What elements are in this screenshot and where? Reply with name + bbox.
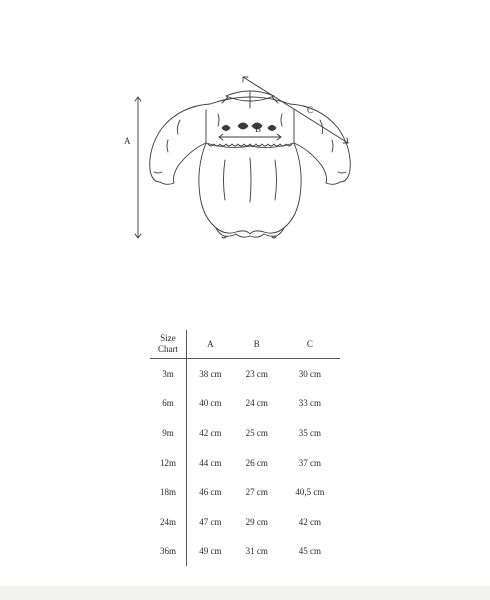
cell-c: 30 cm: [298, 368, 322, 379]
row-size-label: 12m: [150, 448, 187, 478]
cell-b: 26 cm: [245, 457, 268, 468]
footer-strip: [0, 586, 490, 600]
size-chart-table: [150, 330, 340, 566]
dimension-label-a: A: [124, 136, 131, 146]
dimension-label-b: B: [255, 124, 262, 134]
table-row: [150, 359, 340, 389]
column-header-b: B: [253, 339, 260, 349]
column-header-c: C: [306, 339, 313, 349]
cell-c: 45 cm: [298, 546, 322, 557]
row-size-label: 24m: [150, 507, 187, 537]
cell-a: 49 cm: [199, 546, 222, 557]
left-sleeve: [150, 104, 210, 184]
cell-a: 40 cm: [199, 398, 222, 409]
cell-b: 31 cm: [245, 546, 268, 557]
dimension-line-b: [219, 134, 281, 140]
dimension-label-c: C: [307, 105, 314, 115]
dimension-line-a: [135, 97, 141, 238]
cell-b: 27 cm: [245, 487, 268, 498]
cell-c: 33 cm: [298, 398, 322, 409]
table-row: [150, 537, 340, 567]
row-size-label: 18m: [150, 477, 187, 507]
cell-c: 37 cm: [298, 457, 322, 468]
cell-a: 47 cm: [199, 516, 222, 527]
cell-b: 25 cm: [245, 427, 268, 438]
cell-c: 42 cm: [298, 516, 322, 527]
cell-a: 38 cm: [199, 368, 222, 379]
row-size-label: 6m: [150, 389, 187, 419]
cell-b: 24 cm: [245, 398, 268, 409]
cell-b: 29 cm: [245, 516, 268, 527]
size-chart-corner: [150, 330, 187, 359]
cell-c: 35 cm: [298, 427, 322, 438]
table-row: [150, 389, 340, 419]
garment-diagram: [0, 0, 490, 290]
cell-a: 46 cm: [199, 487, 222, 498]
size-chart-header-row: [150, 330, 340, 359]
right-sleeve: [290, 104, 350, 184]
cell-b: 23 cm: [245, 368, 268, 379]
romper-body: [199, 143, 301, 238]
row-size-label: 3m: [150, 359, 187, 389]
table-row: [150, 418, 340, 448]
table-row: [150, 507, 340, 537]
column-header-a: A: [207, 339, 214, 349]
cell-a: 44 cm: [199, 457, 222, 468]
corner-line-chart: Chart: [158, 344, 178, 354]
row-size-label: 36m: [150, 537, 187, 567]
cell-c: 40,5 cm: [295, 487, 325, 498]
corner-line-size: Size: [160, 333, 176, 343]
table-row: [150, 448, 340, 478]
romper-illustration: [0, 0, 490, 290]
cell-a: 42 cm: [199, 427, 222, 438]
table-row: [150, 477, 340, 507]
row-size-label: 9m: [150, 418, 187, 448]
